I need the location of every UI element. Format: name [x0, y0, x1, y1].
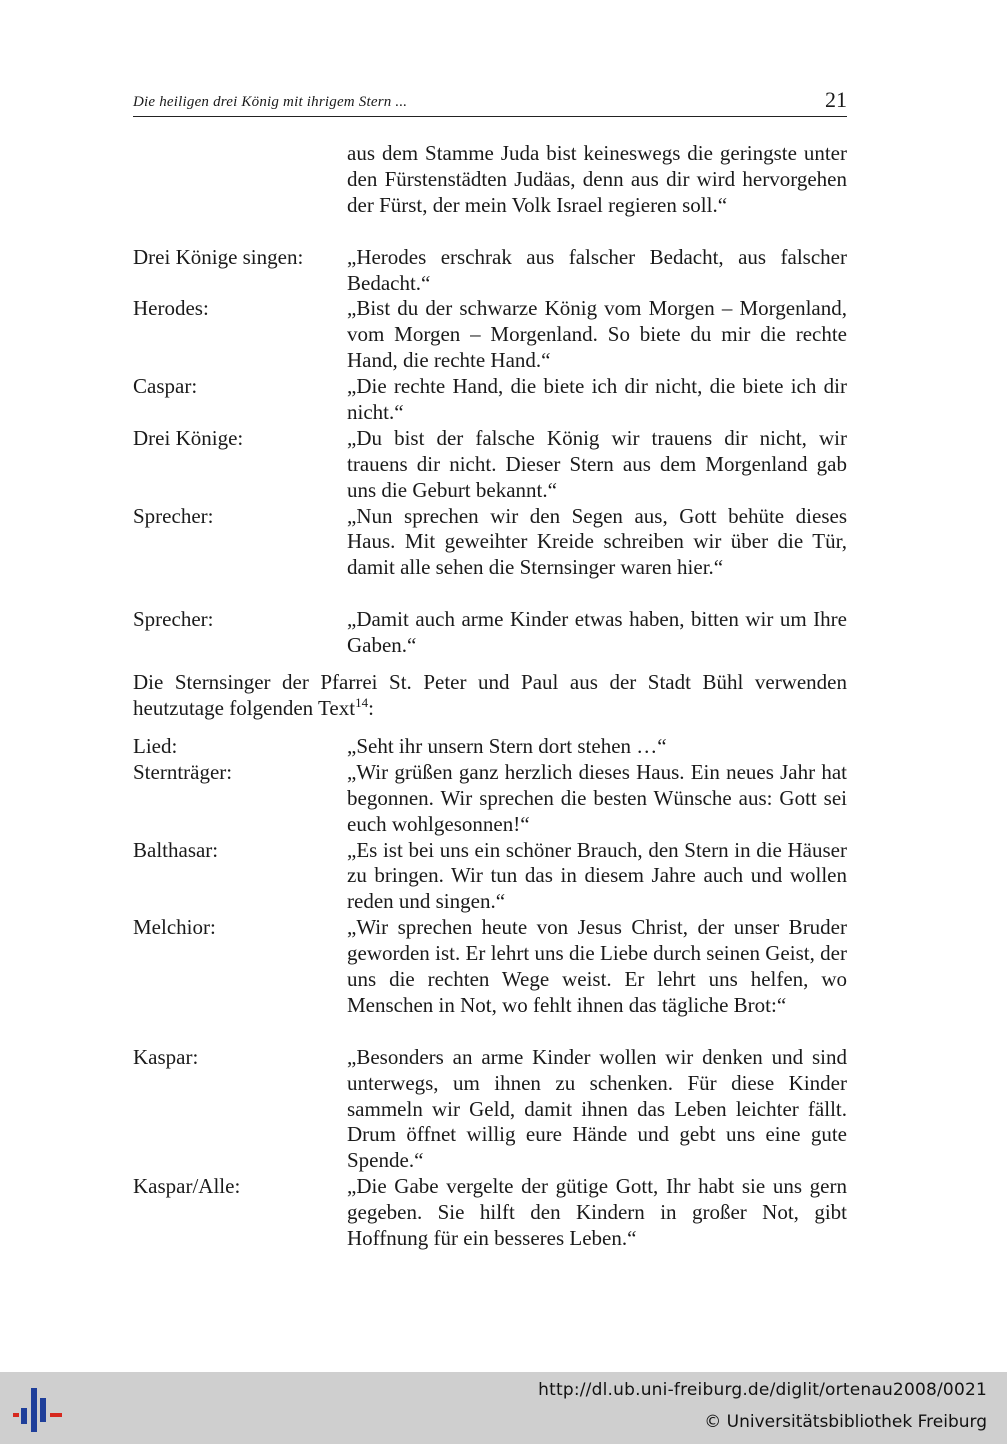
speaker-label: Sprecher:: [133, 607, 214, 632]
speaker-label: Drei Könige singen:: [133, 244, 304, 269]
dialogue-text: „Du bist der falsche König wir trauens dir nicht, wir trauens dir nicht. Dieser Stern aus dem Morgenland gab uns die Geburt bekannt.“: [347, 425, 847, 502]
speaker-label: Lied:: [133, 734, 178, 758]
dialogue-text: „Besonders an arme Kinder wollen wir denken und sind unterwegs, um ihnen zu schenken. Für diese Kinder sammeln wir Geld, damit ihnen das Leben leichter fällt. Drum öffnet willig eure Hände und gebt uns eine gute Spende.“: [347, 1044, 847, 1173]
speaker-label: Kaspar:: [133, 1044, 199, 1069]
speaker-label: Kaspar/Alle:: [133, 1174, 241, 1199]
dialogue-row: [133, 296, 847, 374]
dialogue-text: „Die rechte Hand, die biete ich dir nicht, die biete ich dir nicht.“: [347, 374, 847, 424]
dialogue-text: „Es ist bei uns ein schöner Brauch, den Stern in die Häuser zu bringen. Wir tun das in diesem Jahre auch und wollen reden und singen.“: [347, 837, 847, 914]
dialogue-text: „Die Gabe vergelte der gütige Gott, Ihr habt sie uns gern gegeben. Sie hilft den Kindern in großer Not, gibt Hoffnung für ein besseres Leben.“: [347, 1174, 847, 1251]
speaker-label: [133, 141, 347, 245]
dialogue-section-2: [133, 734, 847, 1252]
dialogue-row: [133, 426, 847, 504]
dialogue-row: [133, 1045, 847, 1175]
dialogue-row: [133, 504, 847, 608]
page-footer: [0, 1372, 1007, 1444]
running-header: [133, 86, 847, 117]
page-number: 21: [825, 87, 847, 112]
running-title: Die heiligen drei König mit ihrigem Stern ...: [133, 94, 408, 110]
dialogue-row: [133, 607, 847, 659]
dialogue-row: [133, 245, 847, 297]
paragraph-text: Die Sternsinger der Pfarrei St. Peter und Paul aus der Stadt Bühl verwenden heutzutage folgenden Text: [133, 670, 847, 720]
speaker-label: Drei Könige:: [133, 425, 244, 450]
speaker-label: Melchior:: [133, 915, 216, 940]
dialogue-row: [133, 1174, 847, 1252]
dialogue-row: [133, 141, 847, 245]
dialogue-row: [133, 760, 847, 838]
dialogue-row: [133, 915, 847, 1045]
dialogue-section-1: [133, 141, 847, 659]
dialogue-text: aus dem Stamme Juda bist keineswegs die geringste unter den Fürstenstädten Judäas, denn aus dir wird hervorgehen der Fürst, der mein Volk Israel regieren soll.“: [347, 141, 847, 217]
footnote-reference[interactable]: 14: [355, 694, 369, 710]
university-library-logo-icon: [12, 1386, 64, 1434]
speaker-label: Herodes:: [133, 296, 209, 321]
dialogue-text: „Nun sprechen wir den Segen aus, Gott behüte dieses Haus. Mit geweihter Kreide schreiben wir über die Tür, damit alle sehen die Sternsinger waren hier.“: [347, 503, 847, 580]
paragraph-suffix: :: [368, 695, 374, 720]
speaker-label: Sprecher:: [133, 503, 214, 528]
dialogue-text: „Wir grüßen ganz herzlich dieses Haus. Ein neues Jahr hat begonnen. Wir sprechen die besten Wünsche aus: Gott sei euch wohlgesonnen!“: [347, 759, 847, 836]
dialogue-row: [133, 838, 847, 916]
dialogue-text: „Wir sprechen heute von Jesus Christ, der unser Bruder geworden ist. Er lehrt uns die Liebe durch seinen Geist, der uns die rechten Wege weist. Er lehrt uns helfen, wo Menschen in Not, wo fehlt ihnen das tägliche Brot:“: [347, 915, 847, 1017]
dialogue-row: [133, 374, 847, 426]
source-url-link[interactable]: http://dl.ub.uni-freiburg.de/diglit/ortenau2008/0021: [538, 1380, 987, 1400]
dialogue-text: „Damit auch arme Kinder etwas haben, bitten wir um Ihre Gaben.“: [347, 607, 847, 658]
dialogue-row: [133, 734, 847, 760]
body-paragraph: [133, 670, 847, 722]
speaker-label: Caspar:: [133, 374, 198, 399]
copyright-notice: © Universitätsbibliothek Freiburg: [704, 1412, 987, 1432]
speaker-label: Balthasar:: [133, 837, 219, 862]
dialogue-text: „Herodes erschrak aus falscher Bedacht, aus falscher Bedacht.“: [347, 244, 847, 295]
dialogue-text: „Seht ihr unsern Stern dort stehen …“: [347, 734, 667, 758]
speaker-label: Sternträger:: [133, 759, 233, 784]
dialogue-text: „Bist du der schwarze König vom Morgen – Morgenland, vom Morgen – Morgenland. So biete du mir die rechte Hand, die rechte Hand.“: [347, 296, 847, 373]
